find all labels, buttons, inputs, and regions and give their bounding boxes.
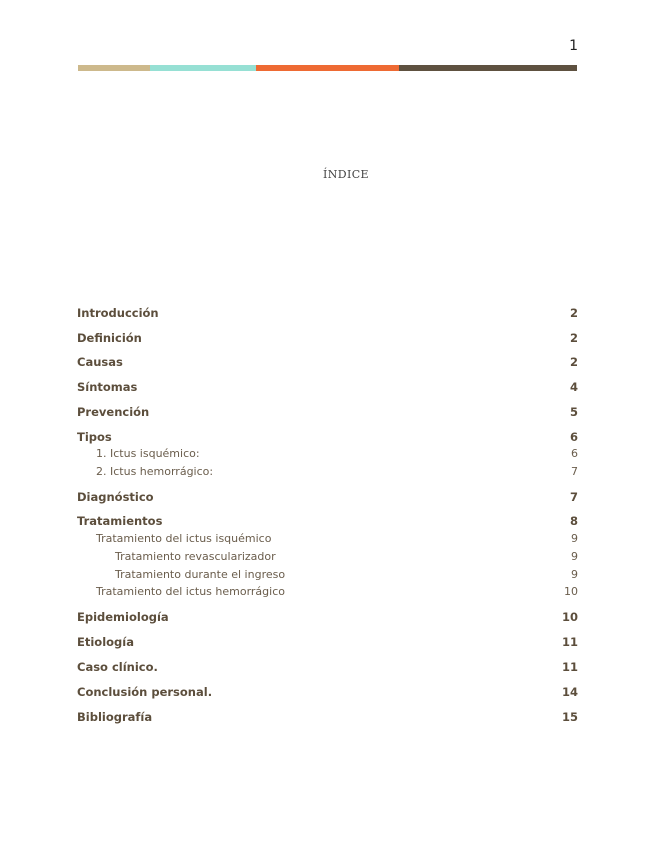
toc-entry-page: 8 [569,514,578,528]
toc-entry[interactable] [77,635,578,649]
toc-entry-label: Tratamientos [77,514,163,528]
toc-entry-page: 5 [569,405,578,419]
toc-entry-label: Causas [77,355,123,369]
toc-entry[interactable] [77,380,578,394]
toc-entry-page: 11 [561,635,578,649]
header-bar-segment-2 [150,65,256,71]
header-bar-segment-3 [256,65,399,71]
toc-entry-page: 10 [564,585,578,598]
toc-entry[interactable] [77,447,578,460]
toc-entry-label: Conclusión personal. [77,685,213,699]
toc-entry-label: Síntomas [77,380,138,394]
toc-entry-page: 6 [571,447,578,460]
toc-entry[interactable] [77,685,578,699]
toc-entry-page: 2 [569,355,578,369]
toc-entry-label: Tipos [77,430,112,444]
toc-entry-page: 11 [561,660,578,674]
toc-entry-label: Epidemiología [77,610,169,624]
header-bar-segment-4 [399,65,577,71]
toc-entry-page: 4 [569,380,578,394]
toc-entry-page: 2 [569,306,578,320]
toc-entry[interactable] [77,660,578,674]
toc-entry-page: 7 [569,490,578,504]
toc-entry[interactable] [77,331,578,345]
header-bar-segment-1 [78,65,150,71]
toc-entry-label: 2. Ictus hemorrágico: [96,465,214,478]
toc-entry[interactable] [77,514,578,528]
toc-entry-label: Bibliografía [77,710,153,724]
toc-entry-label: Tratamiento durante el ingreso [115,568,286,581]
toc-entry-page: 9 [571,550,578,563]
toc-entry-label: Prevención [77,405,150,419]
toc-entry-page: 14 [561,685,578,699]
toc-entry[interactable] [77,355,578,369]
toc-entry-page: 9 [571,532,578,545]
toc-entry-page: 9 [571,568,578,581]
toc-entry-label: 1. Ictus isquémico: [96,447,200,460]
toc-entry[interactable] [77,306,578,320]
toc-entry[interactable] [77,405,578,419]
toc-entry-label: Introducción [77,306,159,320]
toc-entry-label: Tratamiento revascularizador [115,550,276,563]
toc-entry-label: Tratamiento del ictus isquémico [96,532,272,545]
toc-entry[interactable] [77,610,578,624]
toc-entry-label: Etiología [77,635,134,649]
toc-entry-label: Caso clínico. [77,660,158,674]
toc-entry-page: 2 [569,331,578,345]
toc-entry[interactable] [77,585,578,598]
toc-entry-page: 7 [571,465,578,478]
toc-entry-label: Definición [77,331,142,345]
toc-entry[interactable] [77,490,578,504]
toc-entry-label: Diagnóstico [77,490,154,504]
toc-entry-page: 15 [561,710,578,724]
toc-entry-label: Tratamiento del ictus hemorrágico [96,585,285,598]
toc-entry-page: 6 [569,430,578,444]
toc-title: ÍNDICE [323,168,369,181]
toc-entry[interactable] [77,430,578,444]
toc-entry[interactable] [77,568,578,581]
toc-entry[interactable] [77,532,578,545]
toc-entry-page: 10 [561,610,578,624]
header-color-bar [78,65,577,71]
toc-entry[interactable] [77,710,578,724]
toc-entry[interactable] [77,550,578,563]
toc-entry[interactable] [77,465,578,478]
page-number: 1 [569,38,578,54]
